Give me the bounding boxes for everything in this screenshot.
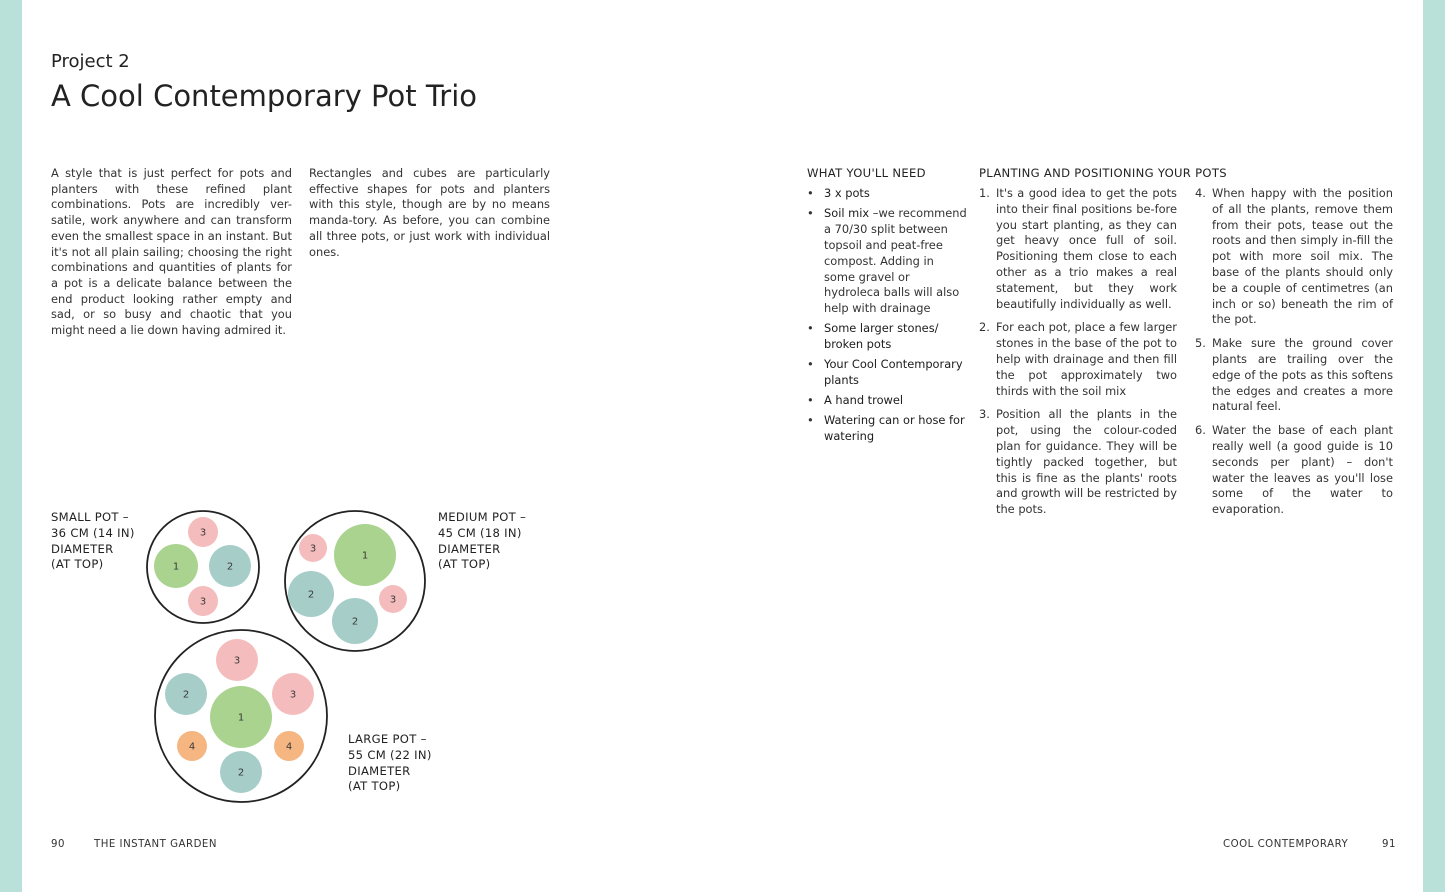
- label-line: 45 CM (18 IN): [438, 525, 522, 540]
- label-line: DIAMETER: [51, 541, 114, 556]
- intro-paragraph-1: A style that is just perfect for pots and planters with these refined plant combinations. Pots are incredibly ver-satile, work anywhere and can transform even the smallest space in an instant. But it's not all plain sailing; choosing the right combinations and quantities of plants for a pot is a delicate balance between the end product looking rather empty and sad, or so busy and chaotic that you might need a lie down having admired it.: [51, 166, 292, 338]
- plant-number-label: 2: [182, 689, 190, 701]
- label-line: LARGE POT –: [348, 732, 427, 746]
- step-number: 4.: [1195, 186, 1206, 200]
- step-number: 6.: [1195, 423, 1206, 438]
- left-page-number: 90: [51, 839, 65, 850]
- step-text: When happy with the position of all the plants, remove them from their pots, tease out the roots and then simply in-fill the pot with more soil mix. The base of the plants should only be a couple of centimetres (an inch or so) beneath the rim of the pot.: [1212, 186, 1393, 327]
- step-number: 3.: [979, 407, 990, 422]
- book-spread: [22, 0, 1423, 892]
- plant-number-label: 2: [226, 561, 234, 573]
- label-line: MEDIUM POT –: [438, 510, 527, 524]
- plant-number-label: 2: [351, 616, 359, 628]
- step-text: Water the base of each plant really well (a good guide is 10 seconds per plant) – don't water the leaves as you'll lose some of the water to evaporation.: [1212, 423, 1393, 517]
- plant-number-label: 3: [389, 594, 397, 606]
- label-line: (AT TOP): [348, 779, 401, 794]
- need-item-detail: –we recommend a 70/30 split between topsoil and peat-free compost. Adding in some gravel or hydroleca balls will also help with drainage: [824, 205, 967, 316]
- needs-heading: WHAT YOU'LL NEED: [807, 166, 926, 180]
- need-item-name: Your Cool Contemporary plants: [824, 357, 963, 387]
- step-text: For each pot, place a few larger stones in the base of the pot to help with drainage and then fill the pot approximately two thirds with the soil mix: [996, 320, 1177, 398]
- step-text: It's a good idea to get the pots into their final positions be-fore you start planting, as they can get heavy once full of soil. Positioning them close to each other as a trio makes a real statement, but they work beautifully individually as well.: [996, 186, 1177, 311]
- need-item-name: 3 x pots: [824, 186, 870, 200]
- need-item-name: A hand trowel: [824, 392, 904, 407]
- label-line: DIAMETER: [438, 541, 501, 556]
- plant-number-label: 1: [172, 561, 180, 573]
- need-item-name: Watering can or hose for watering: [824, 412, 965, 443]
- small-pot: [147, 511, 259, 623]
- project-kicker: Project 2: [51, 51, 130, 72]
- plant-number-label: 3: [289, 689, 297, 701]
- need-item-name: Some larger stones/ broken pots: [824, 321, 939, 352]
- label-line: (AT TOP): [51, 557, 104, 572]
- medium-pot: [285, 511, 425, 651]
- label-line: 55 CM (22 IN): [348, 747, 432, 762]
- large-pot: [155, 630, 327, 802]
- plant-number-label: 1: [361, 550, 369, 562]
- step-number: 2.: [979, 320, 990, 335]
- right-page-number: 91: [1382, 839, 1396, 850]
- right-running-title: COOL CONTEMPORARY: [1223, 839, 1349, 850]
- step-number: 1.: [979, 186, 990, 200]
- plant-number-label: 3: [233, 655, 241, 667]
- plant-number-label: 2: [237, 767, 245, 779]
- plant-number-label: 3: [309, 543, 317, 555]
- page-title: A Cool Contemporary Pot Trio: [51, 79, 478, 113]
- intro-paragraph-2: Rectangles and cubes are particularly effective shapes for pots and planters with this style, though are by no means manda-tory. As before, you can combine all three pots, or just work with individual ones.: [309, 166, 550, 259]
- label-line: 36 CM (14 IN): [51, 525, 135, 540]
- plant-number-label: 4: [285, 741, 293, 753]
- need-item-name: Soil mix: [824, 205, 870, 220]
- step-text: Make sure the ground cover plants are trailing over the edge of the pots as this softens the edges and creates a more natural feel.: [1212, 336, 1393, 414]
- plant-number-label: 1: [237, 712, 245, 724]
- plant-number-label: 3: [199, 596, 207, 608]
- step-text: Position all the plants in the pot, using the colour-coded plan for guidance. They will be tightly packed together, but this is fine as the plants' roots and growth will be restricted by the pots.: [996, 407, 1177, 517]
- plant-number-label: 2: [307, 589, 315, 601]
- left-running-title: THE INSTANT GARDEN: [94, 839, 217, 850]
- plant-number-label: 3: [199, 527, 207, 539]
- pot-planting-diagram: [22, 0, 1423, 892]
- label-line: SMALL POT –: [51, 510, 129, 524]
- label-line: (AT TOP): [438, 557, 491, 572]
- label-line: DIAMETER: [348, 763, 411, 778]
- step-number: 5.: [1195, 336, 1206, 351]
- plant-number-label: 4: [188, 741, 196, 753]
- planting-heading: PLANTING AND POSITIONING YOUR POTS: [979, 166, 1227, 180]
